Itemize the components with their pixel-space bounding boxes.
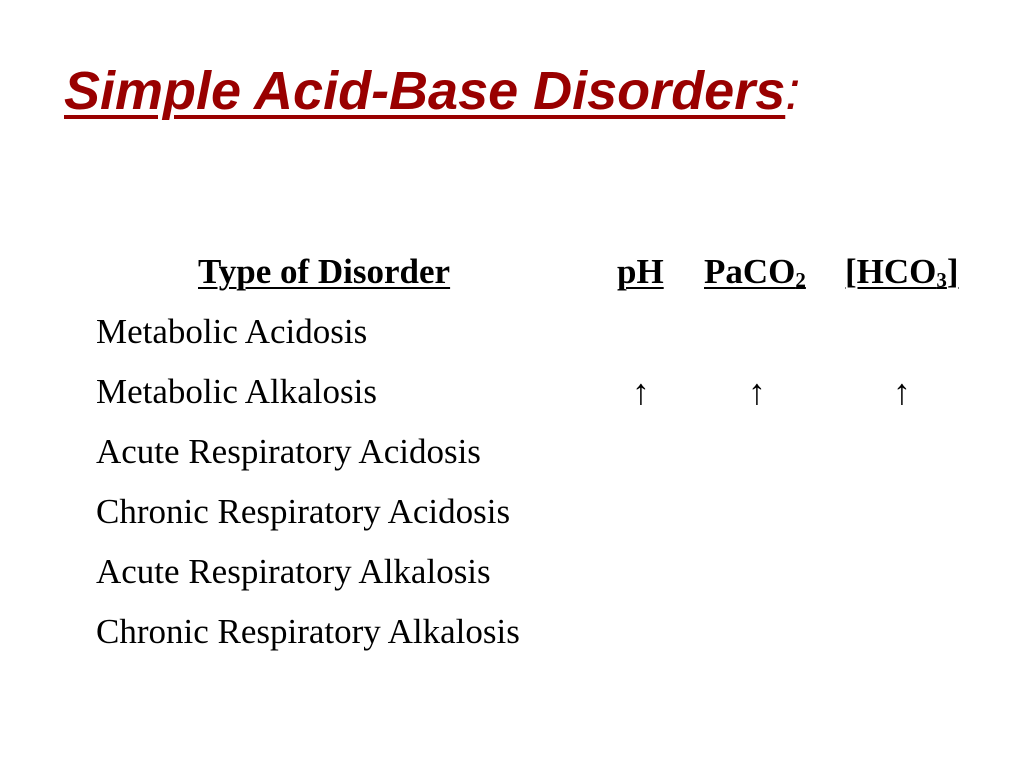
header-paco2-text: PaCO — [704, 252, 796, 291]
row-label-chronic-respiratory-alkalosis: Chronic Respiratory Alkalosis — [96, 612, 520, 651]
header-hco3 — [845, 252, 959, 292]
row-label-metabolic-alkalosis: Metabolic Alkalosis — [96, 372, 377, 411]
row-label-metabolic-acidosis: Metabolic Acidosis — [96, 312, 368, 351]
up-arrow-icon: ↑ — [632, 372, 650, 412]
header-ph: pH — [617, 252, 664, 291]
header-hco3-subscript: 3 — [936, 268, 947, 292]
header-hco3-close: ] — [946, 252, 959, 291]
slide-title-colon: : — [785, 61, 801, 121]
up-arrow-icon: ↑ — [893, 372, 911, 412]
header-type-of-disorder: Type of Disorder — [198, 252, 451, 291]
header-paco2-subscript: 2 — [795, 268, 806, 292]
row-label-chronic-respiratory-acidosis: Chronic Respiratory Acidosis — [96, 492, 511, 531]
header-hco3-open: [HCO — [845, 252, 937, 291]
row-label-acute-respiratory-alkalosis: Acute Respiratory Alkalosis — [96, 552, 491, 591]
up-arrow-icon: ↑ — [748, 372, 766, 412]
slide-title-text: Simple Acid-Base Disorders — [64, 61, 786, 121]
row-label-acute-respiratory-acidosis: Acute Respiratory Acidosis — [96, 432, 481, 471]
header-paco2 — [704, 252, 806, 292]
